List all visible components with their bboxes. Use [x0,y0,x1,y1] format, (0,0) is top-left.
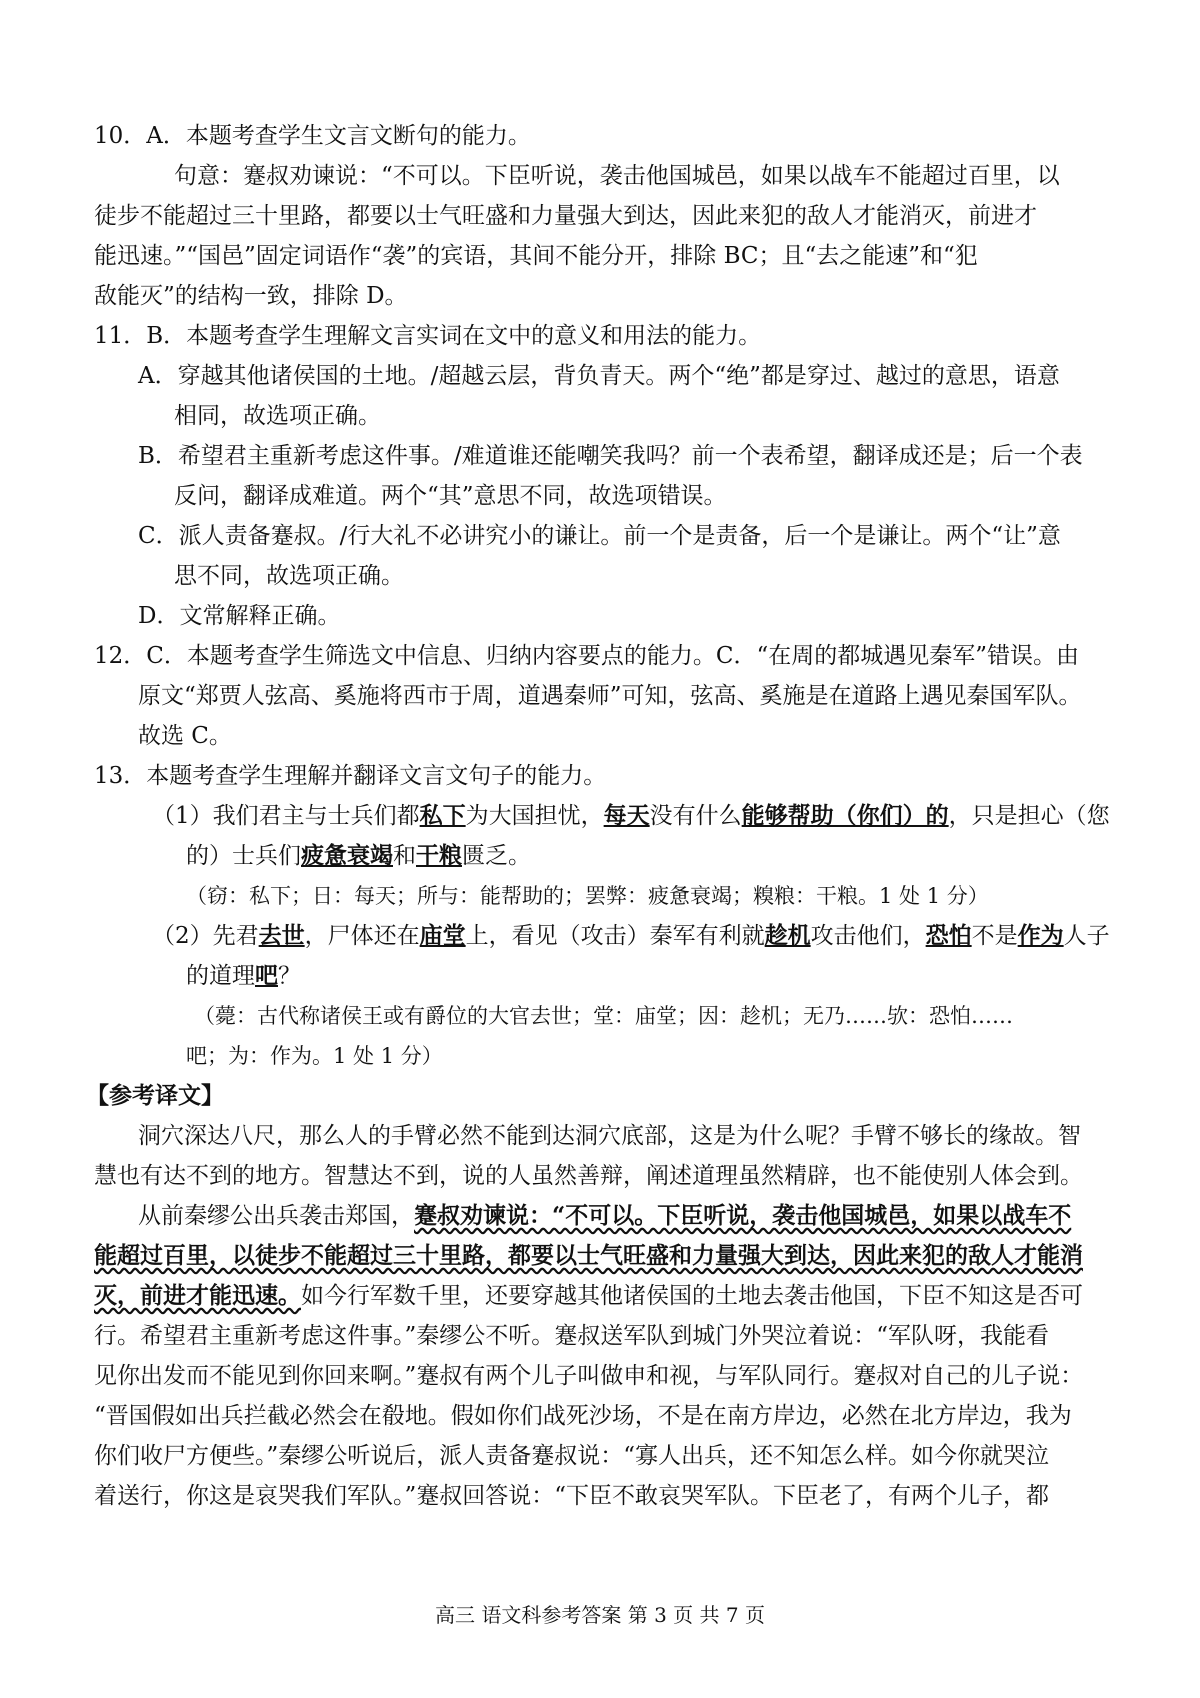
key-term: 私下 [419,802,466,829]
text-span: 从前秦缪公出兵袭击郑国， [138,1203,414,1229]
highlighted-passage: 蹇叔劝谏说：“不可以。下臣听说，袭击他国城邑，如果以战车不 [414,1202,1072,1229]
key-term: 吧 [255,962,278,989]
q10-line-1: 句意：蹇叔劝谏说：“不可以。下臣听说，袭击他国城邑，如果以战车不能超过百里，以 [174,163,1060,189]
q13-sentence-2-line-2 [94,956,1124,996]
q11-option-b-line-1: B．希望君主重新考虑这件事。/难道谁还能嘲笑我吗？前一个表希望，翻译成还是；后一个表 [138,443,1083,469]
translation-paragraph-2-line-6: “晋国假如出兵拦截必然会在殽地。假如你们战死沙场，不是在南方岸边，必然在北方岸边，我为 [94,1403,1072,1429]
q12-line-2: 原文“郑贾人弦高、奚施将西市于周，道遇秦师”可知，弦高、奚施是在道路上遇见秦国军队。 [138,683,1082,709]
q11-option-c-line-1: C．派人责备蹇叔。/行大礼不必讲究小的谦让。前一个是责备，后一个是谦让。两个“让”意 [138,523,1061,549]
key-term: 庙堂 [419,922,466,949]
text-span: 匮乏。 [462,843,531,869]
translation-paragraph-2-line-7: 你们收尸方便些。”秦缪公听说后，派人责备蹇叔说：“寡人出兵，还不知怎么样。如今你就哭泣 [94,1443,1050,1469]
key-term: 恐怕 [925,922,972,949]
key-term: 去世 [258,922,305,949]
q11-option-b-line-2: 反问，翻译成难道。两个“其”意思不同，故选项错误。 [174,483,727,509]
translation-heading: 【参考译文】 [86,1082,224,1109]
q12-line-1: 12．C．本题考查学生筛选文中信息、归纳内容要点的能力。C．“在周的都城遇见秦军”错误。由 [94,643,1079,669]
key-term: 疲惫衰竭 [301,842,393,869]
translation-paragraph-1-line-2: 慧也有达不到的地方。智慧达不到，说的人虽然善辩，阐述道理虽然精辟，也不能使别人体会到。 [94,1163,1083,1189]
page-footer: 高三 语文科参考答案 第 3 页 共 7 页 [435,1603,765,1627]
q10-line-4: 敌能灭”的结构一致，排除 D。 [94,283,408,309]
text-span: 人子 [1063,923,1110,949]
q13-sentence-1-line-2 [94,836,1124,876]
q11-heading: 11．B．本题考查学生理解文言实词在文中的意义和用法的能力。 [94,323,762,349]
text-span: 上，看见（攻击）秦军有利就 [465,923,765,949]
text-span: 如今行军数千里，还要穿越其他诸侯国的土地去袭击他国，下臣不知这是否可 [301,1283,1083,1309]
text-span: 攻击他们， [810,923,926,949]
text-span: 为大国担忧， [465,803,604,829]
key-term: 作为 [1017,922,1064,949]
q13-sentence-2-line-1 [94,916,1124,956]
key-term: 能够帮助（你们）的 [741,802,949,829]
text-span: （2）先君 [152,923,259,949]
q13-sentence-2-scoring-note-line-1: （薨：古代称诸侯王或有爵位的大官去世；堂：庙堂；因：趁机；无乃……欤：恐怕…… [194,1004,1013,1028]
q10-heading: 10．A．本题考查学生文言文断句的能力。 [94,123,531,149]
translation-paragraph-2-line-1 [94,1196,1124,1236]
text-span: （1）我们君主与士兵们都 [152,803,420,829]
text-span: 的道理 [186,963,255,989]
q11-option-c-line-2: 思不同，故选项正确。 [174,563,404,589]
key-term: 每天 [603,802,650,829]
highlighted-passage: 灭，前进才能迅速。 [94,1282,301,1309]
text-span: ？ [278,963,301,989]
q13-heading: 13．本题考查学生理解并翻译文言文句子的能力。 [94,763,607,789]
q10-line-3: 能迅速。”“国邑”固定词语作“袭”的宾语，其间不能分开，排除 BC；且“去之能速”和“犯 [94,243,978,269]
text-span: ，尸体还在 [304,923,420,949]
q11-option-a-line-2: 相同，故选项正确。 [174,403,381,429]
text-span: 没有什么 [649,803,742,829]
q11-option-d-line-1: D．文常解释正确。 [138,603,341,629]
q11-option-a-line-1: A．穿越其他诸侯国的土地。/超越云层，背负青天。两个“绝”都是穿过、越过的意思，语意 [138,363,1060,389]
text-span: ，只是担心（您 [948,803,1110,829]
translation-paragraph-2-line-3 [94,1276,1124,1316]
key-term: 干粮 [416,842,462,869]
text-span: 和 [393,843,416,869]
q13-sentence-2-scoring-note-line-2: 吧；为：作为。1 处 1 分） [186,1044,443,1068]
document-content [86,116,1124,1516]
q13-sentence-1-line-1 [94,796,1124,836]
translation-paragraph-2-line-4: 行。希望君主重新考虑这件事。”秦缪公不听。蹇叔送军队到城门外哭泣着说：“军队呀，我能看 [94,1323,1050,1349]
translation-paragraph-1-line-1: 洞穴深达八尺，那么人的手臂必然不能到达洞穴底部，这是为什么呢？手臂不够长的缘故。智 [138,1123,1081,1149]
translation-paragraph-2-line-8: 着送行，你这是哀哭我们军队。”蹇叔回答说：“下臣不敢哀哭军队。下臣老了，有两个儿子，都 [94,1483,1050,1509]
text-span: 的）士兵们 [186,843,301,869]
q13-sentence-1-scoring-note: （窃：私下；日：每天；所与：能帮助的；罢弊：疲惫衰竭；糗粮：干粮。1 处 1 分） [186,884,989,908]
text-span: 不是 [971,923,1018,949]
translation-paragraph-2-line-5: 见你出发而不能见到你回来啊。”蹇叔有两个儿子叫做申和视，与军队同行。蹇叔对自己的儿子说： [94,1363,1084,1389]
highlighted-passage: 能超过百里，以徒步不能超过三十里路，都要以士气旺盛和力量强大到达，因此来犯的敌人才能消 [94,1242,1083,1269]
key-term: 趁机 [764,922,811,949]
q12-line-3: 故选 C。 [138,723,232,749]
q10-line-2: 徒步不能超过三十里路，都要以士气旺盛和力量强大到达，因此来犯的敌人才能消灭，前进才 [94,203,1037,229]
